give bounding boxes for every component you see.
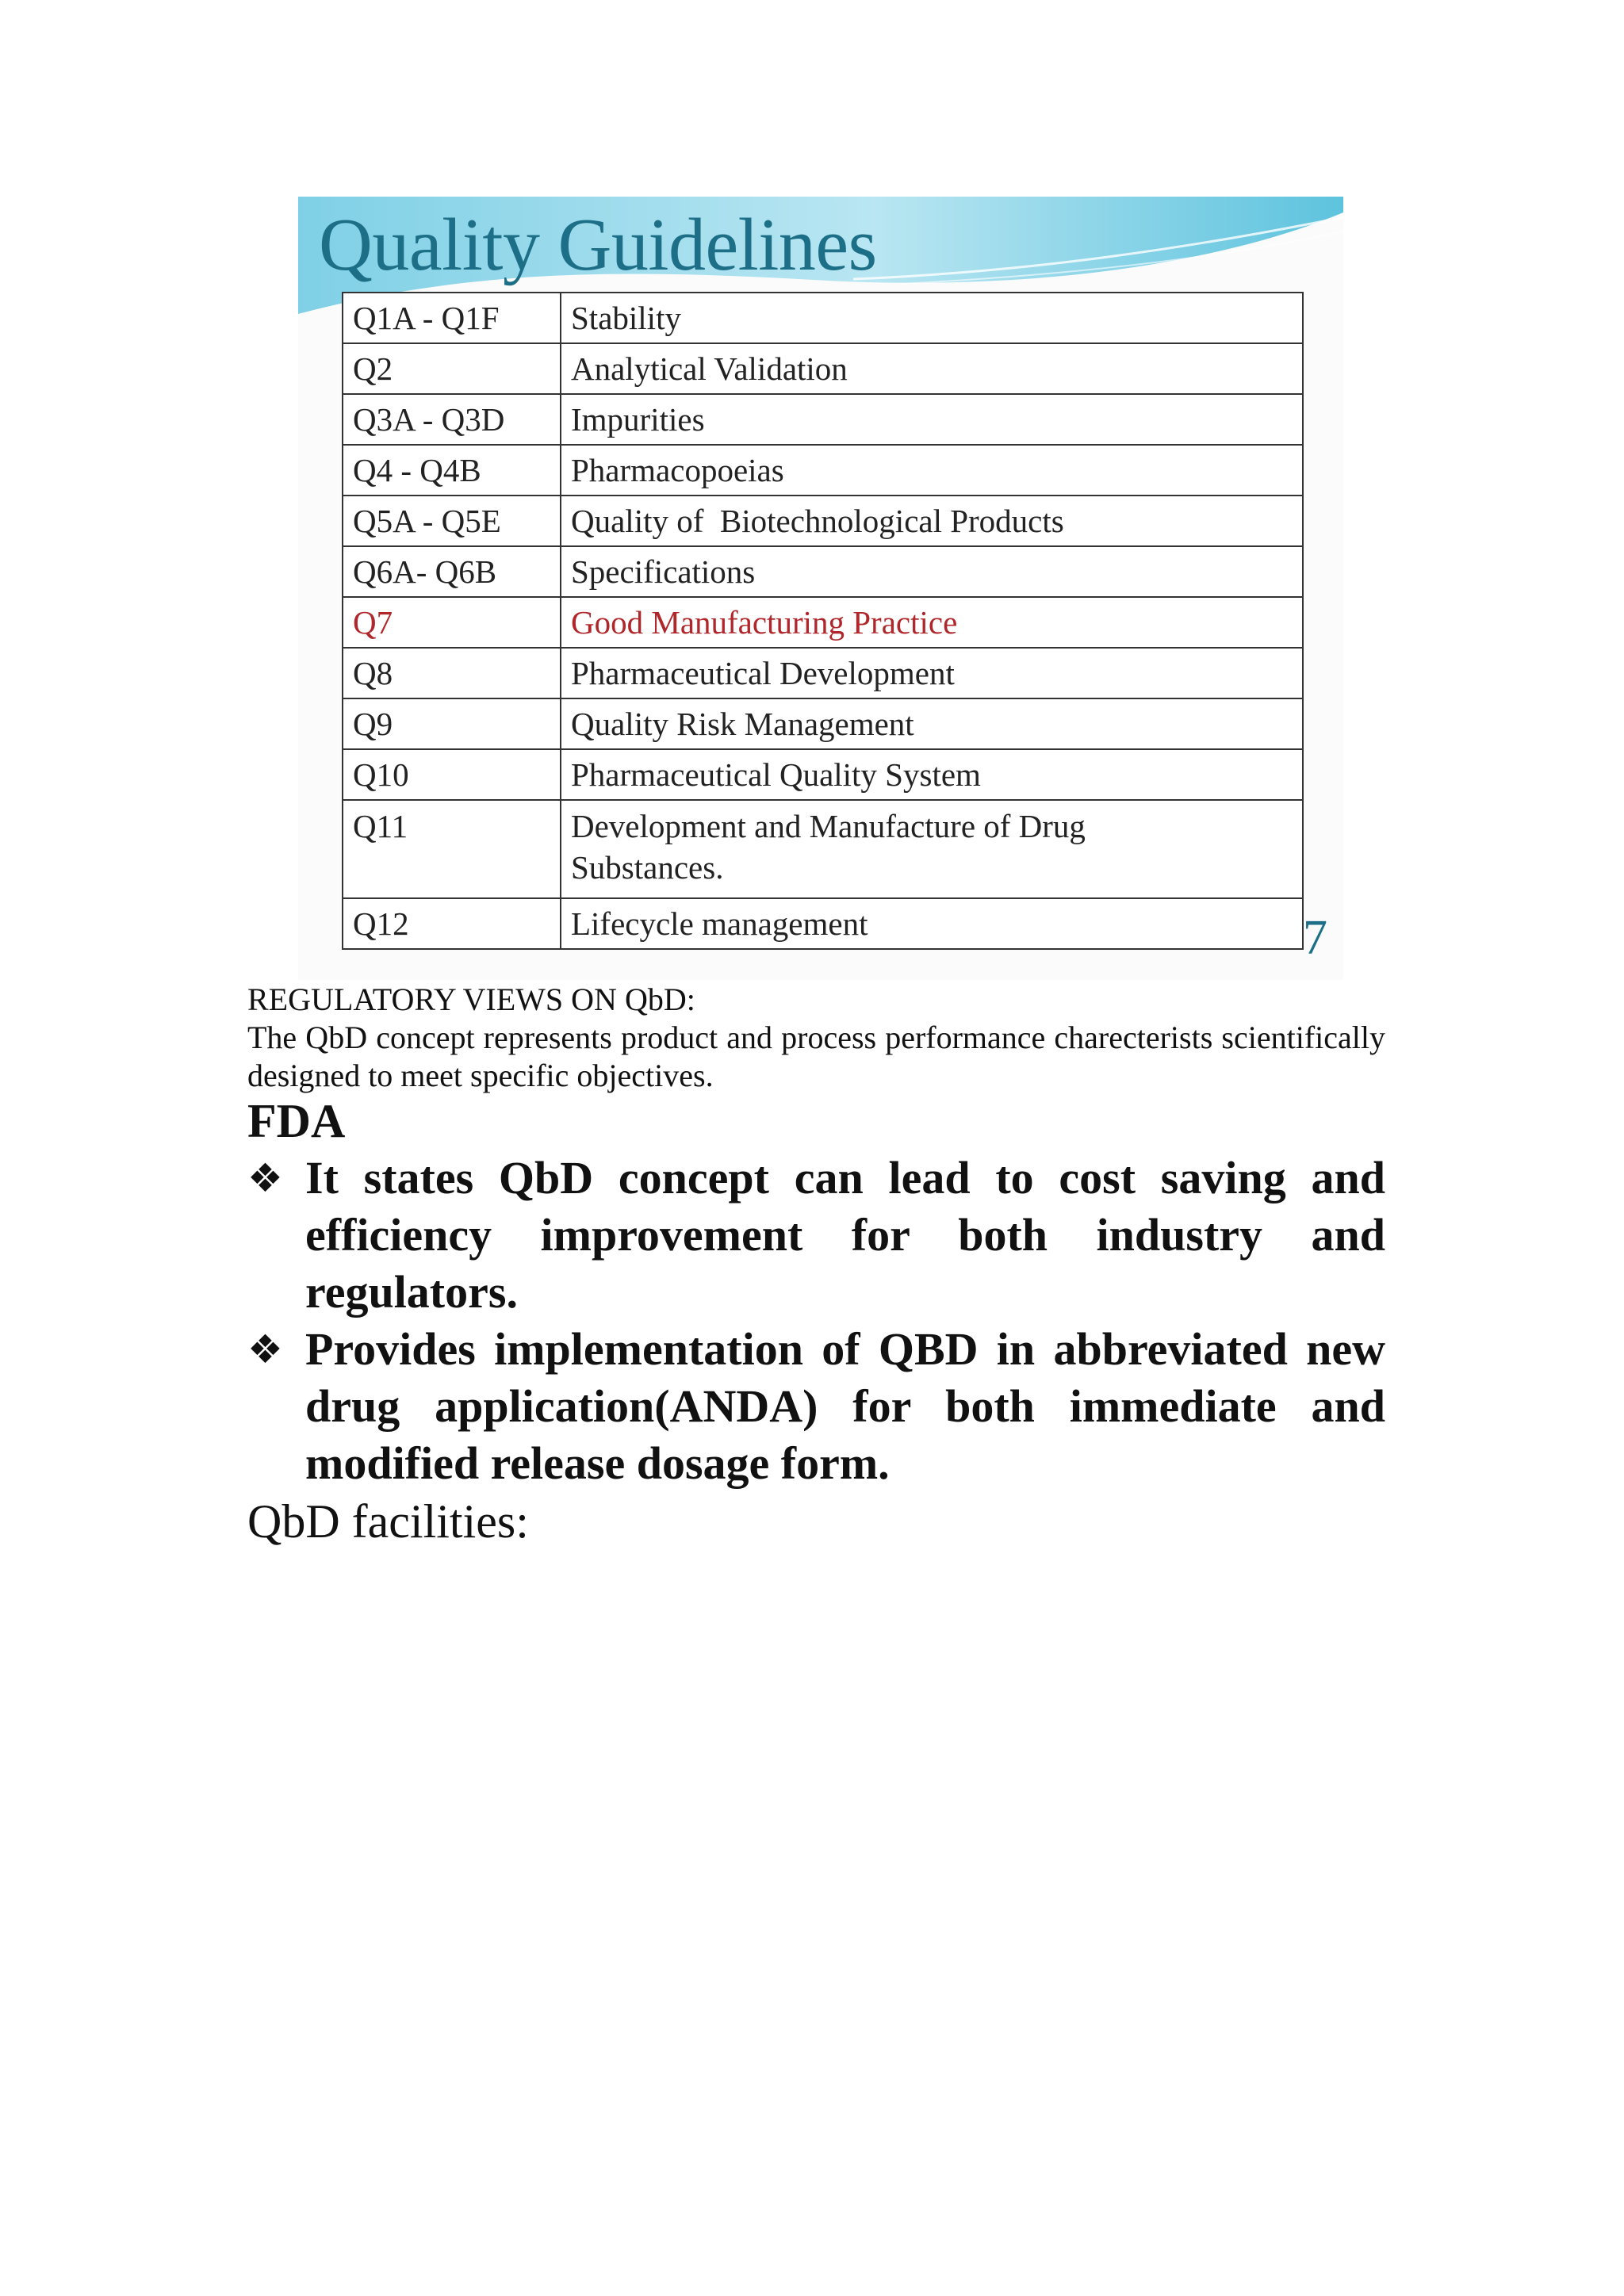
list-item xyxy=(247,1321,1385,1492)
slide-page-number: 7 xyxy=(1303,911,1327,965)
table-row-highlighted xyxy=(343,597,1303,648)
table-row xyxy=(343,698,1303,749)
facilities-heading: QbD facilities: xyxy=(247,1495,529,1548)
section-heading: REGULATORY VIEWS ON QbD: xyxy=(247,982,695,1017)
table-row xyxy=(343,343,1303,394)
guideline-code: Q2 xyxy=(343,343,561,394)
guideline-code: Q6A- Q6B xyxy=(343,546,561,597)
guideline-topic: Specifications xyxy=(561,546,1303,597)
fda-heading: FDA xyxy=(247,1095,346,1147)
guideline-code: Q3A - Q3D xyxy=(343,394,561,445)
table-row xyxy=(343,394,1303,445)
guideline-code: Q11 xyxy=(343,800,561,898)
guideline-code: Q1A - Q1F xyxy=(343,293,561,343)
guideline-topic: Quality Risk Management xyxy=(561,698,1303,749)
table-row xyxy=(343,496,1303,546)
table-row xyxy=(343,800,1303,898)
guideline-topic: Good Manufacturing Practice xyxy=(561,597,1303,648)
guideline-code: Q5A - Q5E xyxy=(343,496,561,546)
bullet-text: Provides implementation of QBD in abbreviated new drug application(ANDA) for both immediate and modified release dosage form. xyxy=(305,1323,1385,1489)
fda-bullet-list xyxy=(247,1150,1385,1492)
guideline-code: Q12 xyxy=(343,898,561,949)
guideline-topic: Pharmaceutical Quality System xyxy=(561,749,1303,800)
slide-title: Quality Guidelines xyxy=(319,204,877,286)
diamond-bullet-icon: ❖ xyxy=(247,1326,283,1372)
guideline-topic: Pharmaceutical Development xyxy=(561,648,1303,698)
guideline-topic: Analytical Validation xyxy=(561,343,1303,394)
quality-guidelines-slide xyxy=(298,197,1343,980)
guideline-topic: Pharmacopoeias xyxy=(561,445,1303,496)
table-row xyxy=(343,648,1303,698)
intro-paragraph: The QbD concept represents product and process performance charecterists scientifically designed to meet specific objectives. xyxy=(247,1020,1385,1093)
table-row xyxy=(343,293,1303,343)
guideline-topic: Quality of Biotechnological Products xyxy=(561,496,1303,546)
guideline-code: Q7 xyxy=(343,597,561,648)
guideline-code: Q10 xyxy=(343,749,561,800)
bullet-text: It states QbD concept can lead to cost saving and efficiency improvement for both industry and regulators. xyxy=(305,1152,1385,1318)
table-row xyxy=(343,546,1303,597)
guideline-code: Q8 xyxy=(343,648,561,698)
table-row xyxy=(343,749,1303,800)
diamond-bullet-icon: ❖ xyxy=(247,1155,283,1201)
guidelines-table xyxy=(342,292,1304,950)
guideline-topic: Development and Manufacture of Drug Substances. xyxy=(561,800,1303,898)
guideline-topic: Lifecycle management xyxy=(561,898,1303,949)
guideline-topic: Impurities xyxy=(561,394,1303,445)
list-item xyxy=(247,1150,1385,1321)
guideline-code: Q4 - Q4B xyxy=(343,445,561,496)
guideline-topic: Stability xyxy=(561,293,1303,343)
guideline-code: Q9 xyxy=(343,698,561,749)
table-row xyxy=(343,898,1303,949)
table-row xyxy=(343,445,1303,496)
